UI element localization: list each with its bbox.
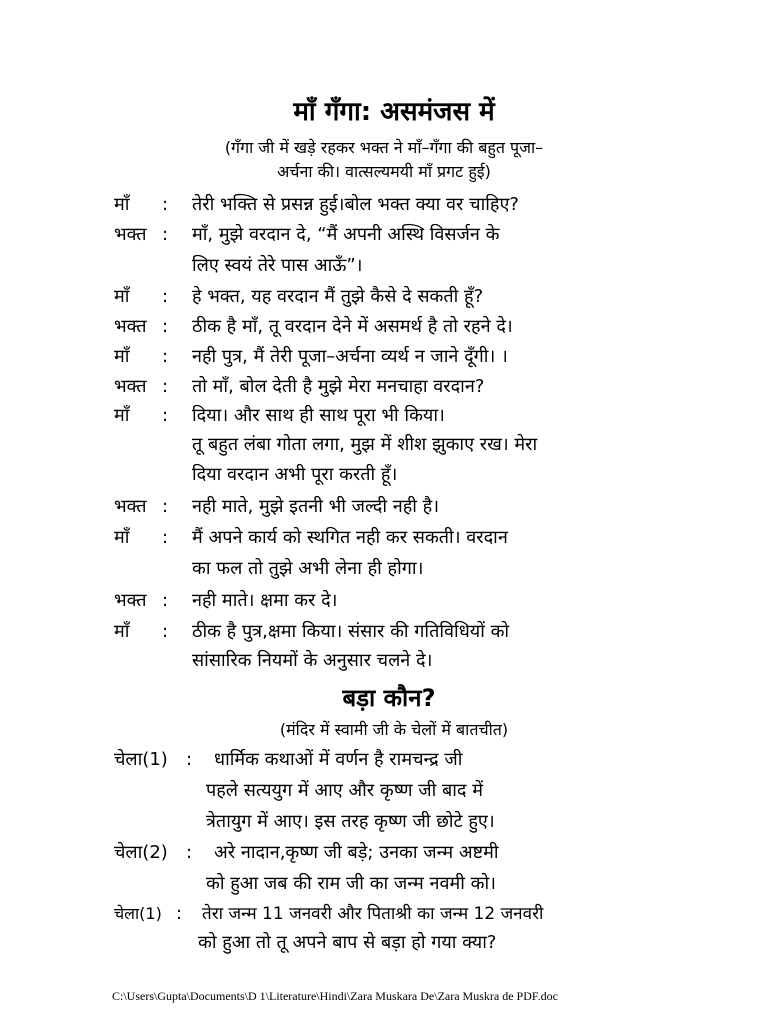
dialogue-text: को हुआ जब की राम जी का जन्म नवमी को। (206, 873, 496, 894)
speaker-colon: : (176, 903, 183, 924)
speaker-label: माँ (114, 194, 130, 215)
dialogue-text: सांसारिक नियमों के अनुसार चलने दे। (192, 650, 433, 671)
speaker-label: भक्त (114, 496, 147, 517)
dialogue-line (0, 220, 768, 250)
speaker-label: चेला(1) (114, 904, 162, 923)
story2-subtitle: (मंदिर में स्वामी जी के चेलों में बातचीत) (279, 720, 509, 739)
dialogue-text: तेरा जन्म 11 जनवरी और पिताश्री का जन्म 12 जनवरी (202, 904, 544, 924)
dialogue-text: हे भक्त, यह वरदान मैं तुझे कैसे दे सकती हूँ? (192, 286, 484, 307)
dialogue-text: नही पुत्र, मैं तेरी पूजा–अर्चना व्यर्थ न जाने दूँगी। । (192, 346, 508, 367)
speaker-colon: : (162, 316, 169, 337)
speaker-colon: : (162, 286, 169, 307)
speaker-colon: : (162, 224, 169, 245)
dialogue-line (0, 898, 768, 930)
dialogue-text: ठीक है पुत्र,क्षमा किया। संसार की गतिविधियों को (192, 621, 510, 642)
dialogue-line (0, 744, 768, 776)
dialogue-text: लिए स्वयं तेरे पास आऊँ”। (192, 255, 363, 276)
speaker-label: चेला(2) (114, 842, 168, 863)
dialogue-line (0, 837, 768, 869)
dialogue-line (0, 586, 768, 616)
speaker-label: माँ (114, 405, 130, 426)
footer-file-path: C:\Users\Gupta\Documents\D 1\Literature\Hindi\Zara Muskara De\Zara Muskra de PDF.doc (112, 989, 558, 1003)
dialogue-line (0, 523, 768, 553)
speaker-colon: : (162, 621, 169, 642)
speaker-label: चेला(1) (114, 749, 168, 770)
dialogue-text: माँ, मुझे वरदान दे, “मैं अपनी अस्थि विसर्जन के (192, 224, 500, 245)
dialogue-text: को हुआ तो तू अपने बाप से बड़ा हो गया क्या? (198, 932, 497, 953)
speaker-colon: : (186, 842, 193, 863)
speaker-colon: : (162, 496, 169, 517)
speaker-colon: : (162, 405, 169, 426)
dialogue-line (0, 430, 768, 460)
dialogue-line (0, 460, 768, 490)
dialogue-text: दिया वरदान अभी पूरा करती हूँ। (192, 464, 398, 485)
dialogue-line (0, 646, 768, 676)
dialogue-line (0, 806, 768, 838)
dialogue-line (0, 927, 768, 959)
dialogue-text: ठीक है माँ, तू वरदान देने में असमर्थ है तो रहने दे। (192, 316, 513, 337)
story1-subtitle-line1: (गँगा जी में खड़े रहकर भक्त ने माँ–गँगा की बहुत पूजा– (224, 138, 544, 157)
dialogue-line (0, 282, 768, 312)
speaker-label: माँ (114, 286, 130, 307)
speaker-colon: : (186, 749, 193, 770)
dialogue-text: नही माते। क्षमा कर दे। (192, 590, 338, 611)
speaker-colon: : (162, 346, 169, 367)
speaker-colon: : (162, 194, 169, 215)
speaker-colon: : (162, 376, 169, 397)
speaker-label: माँ (114, 346, 130, 367)
story1-subtitle-line2: अर्चना की। वात्सल्यमयी माँ प्रगट हुई) (277, 162, 491, 181)
speaker-colon: : (162, 590, 169, 611)
dialogue-text: मैं अपने कार्य को स्थगित नही कर सकती। वरदान (192, 527, 508, 548)
dialogue-line (0, 617, 768, 647)
speaker-label: भक्त (114, 316, 147, 337)
dialogue-line (0, 251, 768, 281)
speaker-colon: : (162, 527, 169, 548)
dialogue-text: दिया। और साथ ही साथ पूरा भी किया। (192, 405, 445, 426)
speaker-label: भक्त (114, 590, 147, 611)
speaker-label: भक्त (114, 376, 147, 397)
dialogue-text: त्रेतायुग में आए। इस तरह कृष्ण जी छोटे हुए। (206, 811, 495, 832)
dialogue-line (0, 342, 768, 372)
dialogue-text: नही माते, मुझे इतनी भी जल्दी नही है। (192, 496, 440, 517)
speaker-label: माँ (114, 527, 130, 548)
dialogue-line (0, 312, 768, 342)
dialogue-text: पहले सत्ययुग में आए और कृष्ण जी बाद में (206, 780, 483, 801)
dialogue-line (0, 554, 768, 584)
dialogue-text: तो माँ, बोल देती है मुझे मेरा मनचाहा वरदान? (192, 376, 485, 397)
dialogue-line (0, 775, 768, 807)
dialogue-text: तेरी भक्ति से प्रसन्न हुई।बोल भक्त क्या वर चाहिए? (192, 194, 519, 215)
dialogue-line (0, 492, 768, 522)
dialogue-text: अरे नादान,कृष्ण जी बड़े; उनका जन्म अष्टमी (214, 842, 499, 863)
dialogue-text: धार्मिक कथाओं में वर्णन है रामचन्द्र जी (214, 749, 463, 770)
dialogue-text: तू बहुत लंबा गोता लगा, मुझ में शीश झुकाए रख। मेरा (192, 434, 538, 455)
speaker-label: माँ (114, 621, 130, 642)
speaker-label: भक्त (114, 224, 147, 245)
dialogue-line (0, 372, 768, 402)
dialogue-line (0, 868, 768, 900)
story1-title: माँ गँगा: असमंजस में (293, 97, 495, 127)
dialogue-text: का फल तो तुझे अभी लेना ही होगा। (192, 558, 424, 579)
story2-title: बड़ा कौन? (342, 684, 436, 712)
dialogue-line (0, 401, 768, 431)
dialogue-line (0, 190, 768, 220)
